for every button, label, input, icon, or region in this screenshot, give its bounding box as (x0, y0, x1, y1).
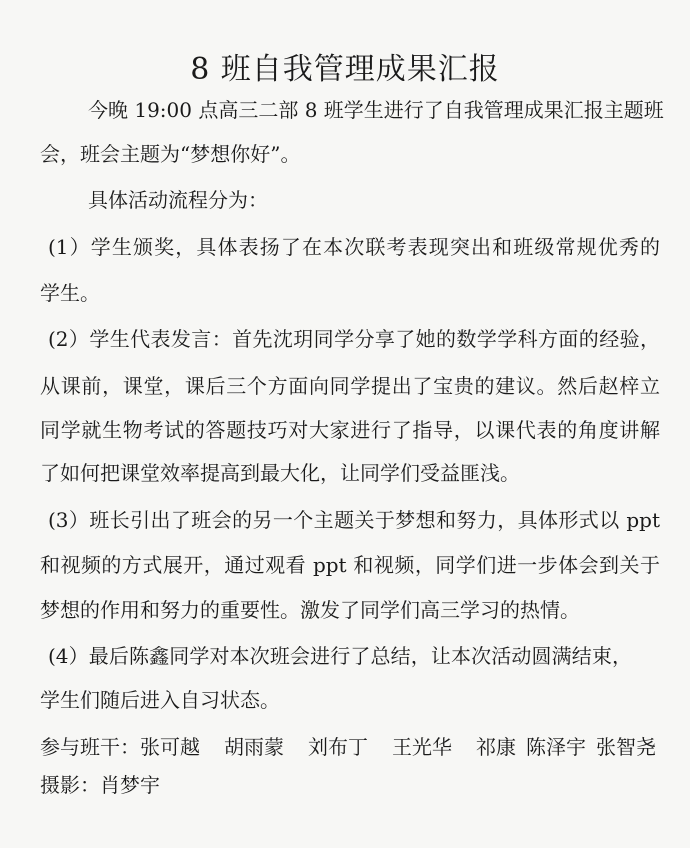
cadre-name: 张智尧 (596, 735, 656, 759)
cadre-name: 陈泽宇 (526, 735, 586, 759)
item-3-line-3: 梦想的作用和努力的重要性。激发了同学们高三学习的热情。 (40, 598, 580, 622)
cadres-line (40, 737, 680, 757)
item-1-line-2: 学生。 (40, 281, 100, 305)
item-2-line-2: 从课前，课堂，课后三个方面向同学提出了宝贵的建议。然后赵梓立 (40, 374, 660, 398)
cadre-name: 张可越 (140, 735, 200, 759)
photo-line (40, 775, 660, 795)
cadre-name: 胡雨蒙 (224, 735, 284, 759)
item-1-line-1: (1）学生颁奖，具体表扬了在本次联考表现突出和班级常规优秀的 (48, 235, 660, 259)
item-4-line-2: 学生们随后进入自习状态。 (40, 688, 280, 712)
item-2-line-3: 同学就生物考试的答题技巧对大家进行了指导，以课代表的角度讲解 (40, 418, 660, 442)
document-title: 8 班自我管理成果汇报 (190, 52, 500, 87)
item-2-line-4: 了如何把课堂效率提高到最大化，让同学们受益匪浅。 (40, 461, 520, 485)
item-3-line-2: 和视频的方式展开，通过观看 ppt 和视频，同学们进一步体会到关于 (40, 553, 660, 577)
photographer-name: 肖梦宇 (100, 773, 160, 797)
cadre-name: 王光华 (392, 735, 452, 759)
cadre-name: 祁康 (476, 735, 516, 759)
item-4-line-1: (4）最后陈鑫同学对本次班会进行了总结，让本次活动圆满结束， (48, 644, 632, 668)
cadres-label: 参与班干： (40, 735, 140, 759)
intro-line-1: 今晚 19:00 点高三二部 8 班学生进行了自我管理成果汇报主题班 (88, 98, 664, 122)
process-heading: 具体活动流程分为： (88, 188, 268, 212)
item-2-line-1: (2）学生代表发言：首先沈玥同学分享了她的数学学科方面的经验， (48, 327, 660, 351)
intro-line-2: 会，班会主题为“梦想你好”。 (40, 142, 301, 166)
item-3-line-1: (3）班长引出了班会的另一个主题关于梦想和努力，具体形式以 ppt (48, 508, 660, 532)
photo-label: 摄影： (40, 773, 100, 797)
cadre-name: 刘布丁 (308, 735, 368, 759)
